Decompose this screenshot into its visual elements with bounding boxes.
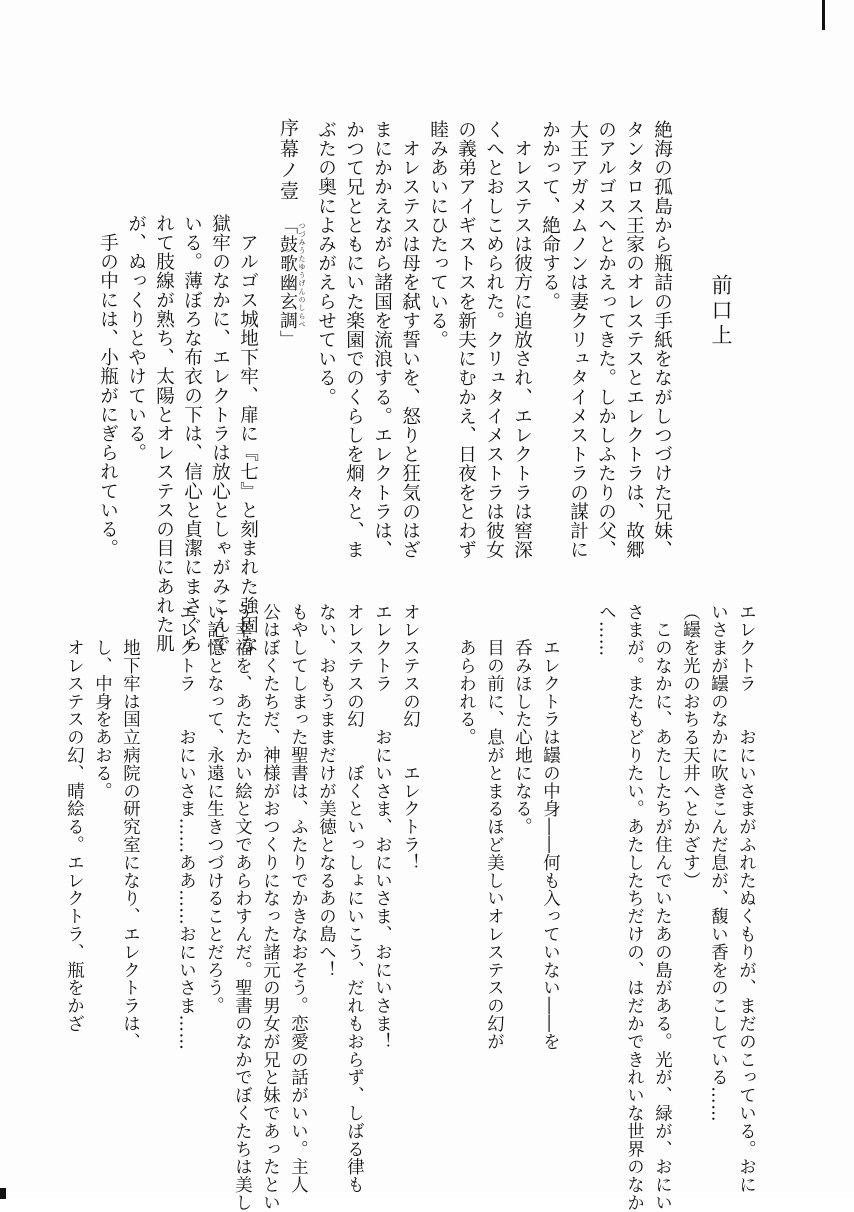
intro-line-1: 絶海の孤島から瓶詰の手紙をながしつづけた兄妹、	[651, 120, 673, 560]
dialogue-orestes-3: ない、おもうままだけが美徳となるあの島へ！	[315, 603, 336, 979]
dialogue-electra-1: エレクトラ おにいさまがふれたぬくもりが、まだのこっている。おに	[735, 603, 756, 1194]
intro-line-7: くへとおしこめられた。クリュタイメストラは彼女	[483, 120, 505, 560]
dialogue-orestes-6: う幸福を、あたたかい絵と文であらわすんだ。聖書のなかでぼくたちは美し	[231, 603, 252, 1212]
scene-line-1: アルゴス城地下牢、扉に『七』と刻まれた強固な	[237, 214, 259, 654]
stage-direction-5: あらわれる。	[455, 603, 476, 747]
intro-line-6: オレステスは彼方に追放され、エレクトラは窖深	[511, 120, 533, 560]
intro-line-3: のアルゴスへとかえってきた。しかしふたりの父、	[595, 120, 617, 560]
intro-line-9: 睦みあいにひたっている。	[427, 120, 449, 350]
intro-line-4: 大王アガメムノンは妻クリュタイメストラの謀計に	[567, 120, 589, 560]
section-title: 前口上	[709, 274, 733, 349]
intro-line-2: タンタロス王家のオレステスとエレクトラは、故郷	[623, 120, 645, 560]
stage-direction-1: （罎を光のおちる天井へとかざす）	[679, 603, 700, 890]
intro-line-11: まにかかえながら諸国を流浪する。エレクトラは、	[371, 120, 393, 560]
dialogue-orestes-2: オレステスの幻 ぼくといっしょにいこう、だれもおらず、しばる律も	[343, 603, 364, 1194]
intro-line-12: かつて兄とともにいた楽園でのくらしを烱々と、ま	[343, 120, 365, 560]
scene-line-6: 手の中には、小瓶がにぎられている。	[97, 214, 119, 558]
dialogue-electra-7: エレクトラ おにいさま……ああ……おにいさま……	[175, 603, 196, 1051]
stage-direction-8: オレステスの幻、晴絵る。エレクトラ、瓶をかざ	[63, 603, 84, 1033]
dialogue-orestes-1: オレステスの幻 エレクトラ！	[399, 603, 420, 872]
prologue-heading: 序幕ノ壹	[277, 118, 299, 202]
scan-mark-top-right	[822, 0, 825, 30]
dialogue-electra-2: いさまが罎のなかに吹きこんだ息が、馥い香をのこしている……	[707, 603, 728, 1123]
dialogue-orestes-5: 公はぼくたちだ、神様がおつくりになった諸元の男女が兄と妹であったとい	[259, 603, 280, 1212]
stage-direction-2: エレクトラは罎の中身――何も入っていない――を	[539, 603, 560, 1051]
prologue-subtitle: 「鼓歌幽玄調」	[277, 216, 298, 349]
intro-line-5: かかって、絶命する。	[539, 120, 561, 311]
stage-direction-4: 目の前に、息がとまるほど美しいオレステスの幻が	[483, 603, 504, 1051]
dialogue-orestes-7: い記憶となって、永遠に生きつづけることだろう。	[203, 603, 224, 1015]
scene-line-3: いる。薄ぼろな布衣の下は、信心と貞潔にまさぐら	[181, 214, 203, 654]
intro-line-8: の義弟アイギストスを新夫にむかえ、日夜をとわず	[455, 120, 477, 560]
dialogue-electra-3: このなかに、あたしたちが住んでいたあの島がある。光が、緑が、おにい	[651, 603, 672, 1212]
scene-line-2: 獄牢のなかに、エレクトラは放心としゃがみこんで	[209, 214, 231, 654]
stage-direction-6: 地下牢は国立病院の研究室になり、エレクトラは、	[119, 603, 140, 1051]
stage-direction-3: 呑みほした心地になる。	[511, 603, 532, 836]
prologue-subtitle-ruby: つづみうたゆうげんのしらべ	[298, 222, 306, 329]
intro-line-13: ぶたの奥によみがえらせている。	[315, 120, 337, 407]
dialogue-electra-6: エレクトラ おにいさま、おにいさま、おにいさま！	[371, 603, 392, 1051]
scene-line-4: れて肢線が熟ち、太陽とオレステスの目にあれた肌	[153, 214, 175, 654]
stage-direction-7: し、中身をあおる。	[91, 603, 112, 800]
scene-line-5: が、ぬっくりとやけている。	[125, 214, 147, 463]
dialogue-electra-5: へ……	[595, 603, 616, 657]
dialogue-orestes-4: もやしてしまった聖書は、ふたりでかきなおそう。恋愛の話がいい。主人	[287, 603, 308, 1194]
dialogue-electra-4: さまが。またもどりたい。あたしたちだけの、はだかできれいな世界のなか	[623, 603, 644, 1212]
intro-line-10: オレステスは母を弑す誓いを、怒りと狂気のはざ	[399, 120, 421, 560]
scan-mark-bottom-left	[0, 1188, 6, 1199]
